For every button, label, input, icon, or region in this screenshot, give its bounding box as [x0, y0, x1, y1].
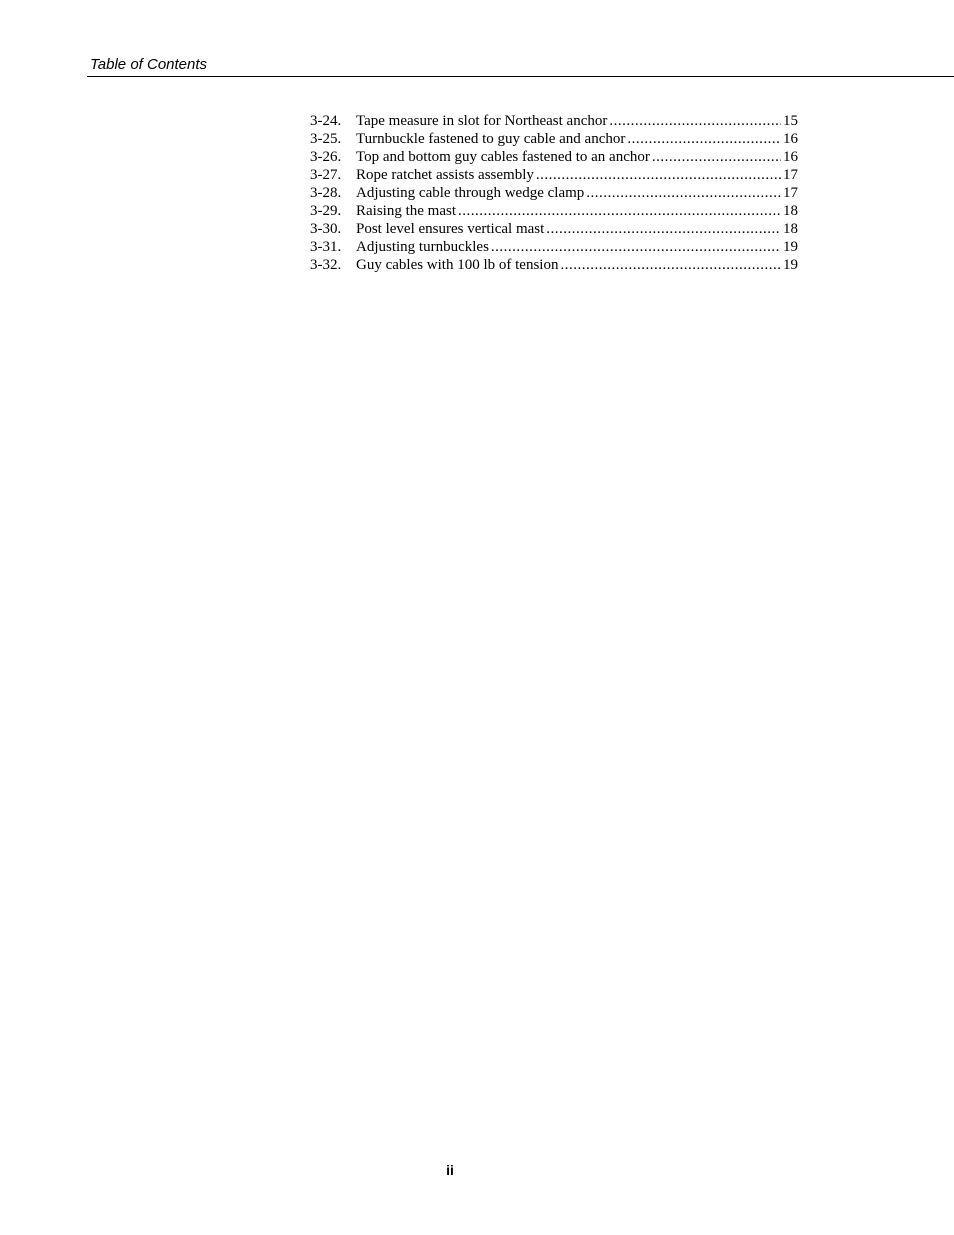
running-header-title: Table of Contents: [90, 56, 208, 73]
toc-entry[interactable]: [310, 238, 798, 256]
toc-dot-leader: [586, 184, 781, 202]
toc-entry[interactable]: [310, 112, 798, 130]
toc-entry-number: 3-32.: [310, 257, 342, 273]
toc-entry[interactable]: [310, 256, 798, 274]
page-number: ii: [446, 1162, 454, 1178]
toc-entry-title: Adjusting turnbuckles: [356, 239, 489, 255]
toc-entry-number: 3-27.: [310, 167, 342, 183]
toc-dot-leader: [609, 112, 781, 130]
toc-entry-page: 17: [783, 185, 798, 201]
toc-entry[interactable]: [310, 148, 798, 166]
toc-entry[interactable]: [310, 130, 798, 148]
toc-entry-title: Raising the mast: [356, 203, 456, 219]
toc-dot-leader: [560, 256, 781, 274]
toc-entry-page: 18: [783, 203, 798, 219]
toc-entry-title: Guy cables with 100 lb of tension: [356, 257, 559, 273]
toc-entry-number: 3-24.: [310, 113, 342, 129]
toc-entry-page: 17: [783, 167, 798, 183]
toc-entry-title: Rope ratchet assists assembly: [356, 167, 534, 183]
toc-entry-title: Post level ensures vertical mast: [356, 221, 545, 237]
toc-entry-title: Top and bottom guy cables fastened to an anchor: [356, 149, 650, 165]
toc-entry-number: 3-29.: [310, 203, 342, 219]
toc-dot-leader: [458, 202, 781, 220]
table-of-contents-list: [310, 112, 798, 274]
toc-entry-number: 3-31.: [310, 239, 342, 255]
toc-dot-leader: [546, 220, 781, 238]
toc-dot-leader: [652, 148, 781, 166]
header-rule: [87, 76, 954, 77]
toc-entry-page: 16: [783, 149, 798, 165]
toc-entry-title: Turnbuckle fastened to guy cable and anchor: [356, 131, 626, 147]
toc-entry-page: 19: [783, 239, 798, 255]
toc-entry-number: 3-30.: [310, 221, 342, 237]
toc-entry-title: Adjusting cable through wedge clamp: [356, 185, 585, 201]
toc-dot-leader: [627, 130, 781, 148]
toc-entry[interactable]: [310, 202, 798, 220]
toc-entry[interactable]: [310, 166, 798, 184]
toc-dot-leader: [536, 166, 781, 184]
toc-entry-page: 15: [783, 113, 798, 129]
toc-dot-leader: [491, 238, 781, 256]
toc-entry-number: 3-25.: [310, 131, 342, 147]
toc-entry[interactable]: [310, 220, 798, 238]
toc-entry-number: 3-26.: [310, 149, 342, 165]
toc-entry[interactable]: [310, 184, 798, 202]
toc-entry-number: 3-28.: [310, 185, 342, 201]
toc-entry-title: Tape measure in slot for Northeast anchor: [356, 113, 608, 129]
toc-entry-page: 18: [783, 221, 798, 237]
toc-entry-page: 19: [783, 257, 798, 273]
toc-entry-page: 16: [783, 131, 798, 147]
